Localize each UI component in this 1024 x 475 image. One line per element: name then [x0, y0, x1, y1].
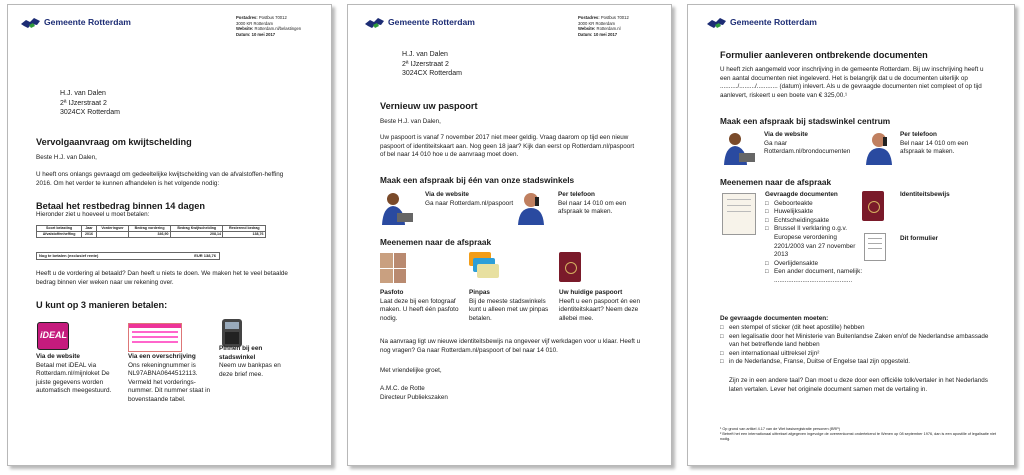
person-laptop-icon [721, 131, 757, 165]
bring-item-paspoort: Uw huidige paspoort Heeft u een paspoort én een identiteitskaart? Neem deze allebei mee. [559, 289, 641, 322]
intro-text: U heeft zich aangemeld voor inschrijving in de gemeente Rotterdam. Bij uw inschrijving heeft u een aantal documenten niet ingeleverd. Het is belangrijk dat u de documenten uiterlijk op ........../........./............ (datum) inlevert. Als u de gevraagde documenten niet compleet of op tijd aanlevert, riskeert u een boete van € 325,00.¹ [720, 66, 984, 99]
debt-table [36, 225, 266, 238]
pay-title: Betaal het restbedrag binnen 14 dagen [36, 201, 205, 211]
appointment-title: Maak een afspraak bij één van onze stadswinkels [380, 175, 575, 185]
list-item[interactable]: □ Overlijdensakte [765, 260, 865, 269]
table-header-row: Soort belasting Jaar Vorderingsnr Bedrag vordering Bedrag Kwijtschelding Resterend bedrag [37, 226, 266, 232]
table-row: Afvalstoffenheffing 2016 346,90 208,14 138,76 [37, 232, 266, 238]
person-phone-icon [864, 131, 894, 165]
passport-icon [559, 252, 581, 282]
greeting: Beste H.J. van Dalen, [36, 154, 97, 161]
pay-option-website: Via de website Betaal met iDEAL via Rotterdam.nl/mijnloket De juiste gegevens worden automatisch meegestuurd. [36, 353, 112, 395]
appointment-website: Via de website Ga naar Rotterdam.nl/paspoort [425, 191, 514, 207]
recipient-address: H.J. van Dalen 2ª IJzerstraat 2 3024CX Rotterdam [60, 90, 120, 117]
ways-title: U kunt op 3 manieren betalen: [36, 300, 168, 310]
appointment-phone: Per telefoon Bel naar 14 010 om een afspraak te maken. [900, 131, 969, 156]
list-item[interactable]: □ Huwelijksakte [765, 208, 865, 217]
intro-text: U heeft ons onlangs gevraagd om gedeeltelijke kwijtschelding van de afvalstoffen-heffing 2016. Om het verder te kunnen afhandelen is het volgende nodig: [36, 171, 284, 187]
greeting: Beste H.J. van Dalen, [380, 118, 441, 125]
form-page-documenten [687, 4, 1015, 466]
intro-text: Uw paspoort is vanaf 7 november 2017 niet meer geldig. Vraag daarom op tijd een nieuw paspoort of identiteitskaart aan. Nog geen 18 jaar? Kijk dan eerst op Rotterdam.nl/paspoort of bel naar 14 010 hoe u de aanvraag moet doen. [380, 134, 635, 158]
pay-subtitle: Hieronder ziet u hoeveel u moet betalen: [36, 211, 150, 218]
signatory-name: A.M.C. de Rotte [380, 385, 425, 392]
document-checklist [765, 200, 865, 286]
document-certificate-icon [722, 193, 756, 235]
form-label: Dit formulier [900, 235, 938, 242]
translation-note: Zijn ze in een andere taal? Dan moet u deze door een officiële tolk/vertaler in het Nederlands laten vertalen. Lever het originele document samen met de vertaling in. [729, 377, 988, 393]
logo-text: Gemeente Rotterdam [44, 17, 131, 27]
letter-page-kwijtschelding [7, 4, 332, 466]
appointment-phone: Per telefoon Bel naar 14 010 om een afspraak te maken. [558, 191, 627, 216]
appointment-website: Via de website Ga naar Rotterdam.nl/brondocumenten [764, 131, 851, 156]
sender-address: Postadres: Postbus 70012 3000 KR Rotterdam Website: Rotterdam.nl/belastingen Datum: 10 mei 2017 [236, 15, 302, 37]
note-text: Heeft u de vordering al betaald? Dan heeft u niets te doen. We maken het te veel betaalde bedrag binnen vier weken naar uw rekening over. [36, 270, 288, 286]
letter-page-paspoort [347, 4, 672, 466]
bank-cards-icon [469, 252, 499, 280]
list-item[interactable]: □ Geboorteakte [765, 200, 865, 209]
rotterdam-lion-icon [364, 16, 386, 30]
bring-title: Meenemen naar de afspraak [380, 237, 492, 247]
bring-item-pinpas: Pinpas Bij de meeste stadswinkels kunt u alleen met uw pinpas betalen. [469, 289, 549, 322]
requirements-title: De gevraagde documenten moeten: [720, 315, 829, 322]
appointment-title: Maak een afspraak bij stadswinkel centrum [720, 116, 891, 126]
list-item[interactable]: □ Een ander document, namelijk: ............................................ [765, 268, 865, 285]
form-document-icon [864, 233, 886, 261]
rotterdam-lion-icon [706, 16, 728, 30]
form-title: Formulier aanleveren ontbrekende documenten [720, 50, 928, 60]
list-item[interactable]: □ een stempel of sticker (dit heet apostille) hebben [720, 324, 992, 333]
letter-title: Vervolgaanvraag om kwijtschelding [36, 137, 192, 147]
logo-text: Gemeente Rotterdam [388, 17, 475, 27]
list-item[interactable]: □ Brussel II verklaring o.g.v. Europese verordening 2201/2003 van 27 november 2013 [765, 225, 865, 259]
footnotes: ¹ Op grond van artikel 4.17 van de Wet basisregistratie personen (BRP) ² Betreft het een internationaal uittreksel afgegeven ingevolge de overeenkomst ondertekend te Wenen op 08 september 1976, dan is een apostille of legalisatie niet nodig. [720, 427, 997, 441]
remaining-amount: Nog te betalen (exclusief rente) EUR 138,76 [36, 252, 220, 260]
pay-option-transfer: Via een overschrijving Ons rekeningnummer is NL97ABNA0644512113. Vermeld het vorderings-nummer. Dit nummer staat in bovenstaande tabel. [128, 353, 211, 403]
list-item[interactable]: □ een internationaal uittreksel zijn² [720, 350, 992, 359]
id-label: Identiteitsbewijs [900, 191, 950, 198]
passport-icon [862, 191, 884, 221]
requested-documents: Gevraagde documenten □ Geboorteakte □ Huwelijksakte □ Echtscheidingsakte □ Brussel II verklaring o.g.v. Europese verordening 2201/2003 van 27 november 2013 □ Overlijdensakte □ Een ander document, namelijk: ............................................ [765, 191, 865, 286]
bring-title: Meenemen naar de afspraak [720, 177, 832, 187]
recipient-address: H.J. van Dalen 2ª IJzerstraat 2 3024CX Rotterdam [402, 51, 462, 78]
list-item[interactable]: □ in de Nederlandse, Franse, Duitse of Engelse taal zijn opgesteld. [720, 358, 992, 367]
person-laptop-icon [379, 191, 415, 225]
passport-photo-icon [380, 253, 406, 283]
pay-option-pin: Pinnen bij een stadswinkel Neem uw bankpas en deze brief mee. [219, 345, 281, 378]
logo-text: Gemeente Rotterdam [730, 17, 817, 27]
regards: Met vriendelijke groet, [380, 367, 442, 374]
bring-item-pasfoto: Pasfoto Laat deze bij een fotograaf maken. U heeft één pasfoto nodig. [380, 289, 459, 322]
signatory-role: Directeur Publiekszaken [380, 394, 448, 401]
closing-text: Na aanvraag ligt uw nieuwe identiteitsbewijs na ongeveer vijf werkdagen voor u klaar. Heeft u nog vragen? Ga naar Rotterdam.nl/paspoort of bel naar 14 010. [380, 338, 641, 354]
bank-transfer-form-icon [128, 323, 182, 352]
rotterdam-lion-icon [20, 16, 42, 30]
letter-title: Vernieuw uw paspoort [380, 101, 478, 111]
requirements-list [720, 324, 992, 367]
ideal-icon: iDEAL [37, 322, 69, 350]
list-item[interactable]: □ een legalisatie door het Ministerie van Buitenlandse Zaken en/of de Nederlandse ambassade van het betreffende land hebben [720, 333, 992, 350]
list-item[interactable]: □ Echtscheidingsakte [765, 217, 865, 226]
sender-address: Postadres: Postbus 70012 3000 KR Rotterdam Website: Rotterdam.nl Datum: 10 mei 2017 [578, 15, 629, 37]
person-phone-icon [516, 191, 546, 225]
